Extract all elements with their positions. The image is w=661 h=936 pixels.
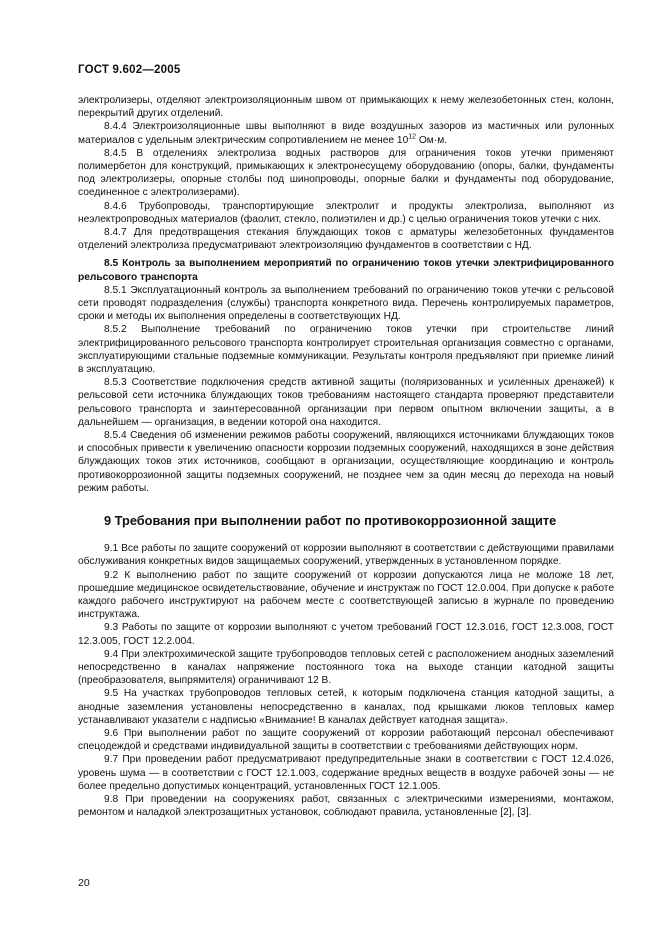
paragraph-8-4-4-text: 8.4.4 Электроизоляционные швы выполняют в виде воздушных зазоров из мастичных или рулонных материалов с удельным электрическим сопротивлением не менее 10 [78,121,614,146]
section-heading-8-5: 8.5 Контроль за выполнением мероприятий по ограничению токов утечки электрифицированного рельсового транспорта [78,258,614,283]
paragraph-9-6: 9.6 При выполнении работ по защите сооружений от коррозии работающий персонал обеспечивают спецодеждой и средствами индивидуальной защиты в соответствии с требованиями действующих норм. [78,727,614,753]
document-header: ГОСТ 9.602—2005 [78,64,181,76]
paragraph-8-4-7: 8.4.7 Для предотвращения стекания блуждающих токов с арматуры железобетонных фундаментов отделений электролиза предусматривают электроизоляцию фундаментов в соответствии с НД. [78,227,614,252]
paragraph-8-5-3: 8.5.3 Соответствие подключения средств активной защиты (поляризованных и усиленных дренажей) к рельсовой сети источника блуждающих токов требованиям настоящего стандарта проверяют представители рельсового транспорта и заинтересованной организации при первом опытном включении защиты, а в дальнейшем — организация, в ведении которой она находится. [78,377,614,428]
paragraph-continuation: электролизеры, отделяют электроизоляционным швом от примыкающих к нему железобетонных стен, колонн, перекрытий других отделений. [78,95,614,120]
paragraph-9-3: 9.3 Работы по защите от коррозии выполняют с учетом требований ГОСТ 12.3.016, ГОСТ 12.3.008, ГОСТ 12.3.005, ГОСТ 12.2.004. [78,622,614,647]
paragraph-9-4: 9.4 При электрохимической защите трубопроводов тепловых сетей с расположением анодных заземлений непосредственно в каналах напряжение постоянного тока на выходе станции катодной защиты (преобразователя, выпрямителя) ограничивают 12 В. [78,648,614,687]
page-number: 20 [78,877,90,889]
paragraph-9-1: 9.1 Все работы по защите сооружений от коррозии выполняют в соответствии с действующими правилами обслуживания конкретных видов защищаемых сооружений, утвержденных в установленном порядке. [78,543,614,568]
paragraph-9-7: 9.7 При проведении работ предусматривают предупредительные знаки в соответствии с ГОСТ 12.4.026, уровень шума — в соответствии с ГОСТ 12.1.003, содержание вредных веществ в воздухе рабочей зоны — не более предельно допустимых концентраций, установленных ГОСТ 12.1.005. [78,754,614,792]
paragraph-8-5-4: 8.5.4 Сведения об изменении режимов работы сооружений, являющихся источниками блуждающих токов и способных привести к увеличению опасности коррозии подземных сооружений, находящихся в зоне действия блуждающих токов этих источников, сообщают в организации, осуществляющие координацию и контроль противокоррозионной защиты подземных сооружений, не позднее чем за один месяц до перехода на новый режим работы. [78,430,614,494]
paragraph-8-4-5: 8.4.5 В отделениях электролиза водных растворов для ограничения токов утечки применяют полимербетон для конструкций, примыкающих к электронесущему оборудованию (опоры, балки, фундаменты под электролизеры, опорные столбы под шинопроводы, опорные балки и фундаменты под оборудование, соединенное с электролизерами). [78,147,614,199]
paragraph-9-2: 9.2 К выполнению работ по защите сооружений от коррозии допускаются лица не моложе 18 лет, прошедшие медицинское освидетельствование, обучение и инструктаж по ГОСТ 12.0.004. При допуске к работе каждого рабочего инструктируют на рабочем месте с соответствующей записью в журнале по проведению инструктажа. [78,569,614,621]
paragraph-9-5: 9.5 На участках трубопроводов тепловых сетей, к которым подключена станция катодной защиты, а анодные заземления установлены непосредственно в каналах, под крышками люков тепловых камер устанавливают указатели с надписью «Внимание! В каналах действует катодная защита». [78,688,614,726]
section-heading-9: 9 Требования при выполнении работ по противокоррозионной защите [104,513,557,529]
paragraph-8-4-6: 8.4.6 Трубопроводы, транспортирующие электролит и продукты электролиза, выполняют из неэлектропроводных материалов (фаолит, стекло, полиэтилен и др.) с целью ограничения токов утечки с них. [78,200,614,225]
paragraph-9-8: 9.8 При проведении на сооружениях работ, связанных с электрическими измерениями, монтажом, ремонтом и наладкой электрозащитных установок, соблюдают правила, установленные [2], [3]. [78,793,614,819]
paragraph-8-5-1: 8.5.1 Эксплуатационный контроль за выполнением требований по ограничению токов утечки с рельсовой сети проводят подразделения (службы) транспорта конкретного вида. Перечень контролируемых параметров, сроки и методы их выполнения определены в соответствующих НД. [78,284,614,323]
paragraph-8-5-2: 8.5.2 Выполнение требований по ограничению токов утечки при строительстве линий электрифицированного рельсового транспорта контролирует строительная организация совместно с органами, эксплуатирующими стальные подземные коммуникации. Результаты контроля предъявляют при приемке линий в эксплуатацию. [78,324,614,376]
exponent: 12 [408,133,417,141]
paragraph-8-4-4 [78,120,614,146]
document-body [78,94,614,819]
paragraph-8-4-4-unit: Ом·м. [416,134,448,146]
